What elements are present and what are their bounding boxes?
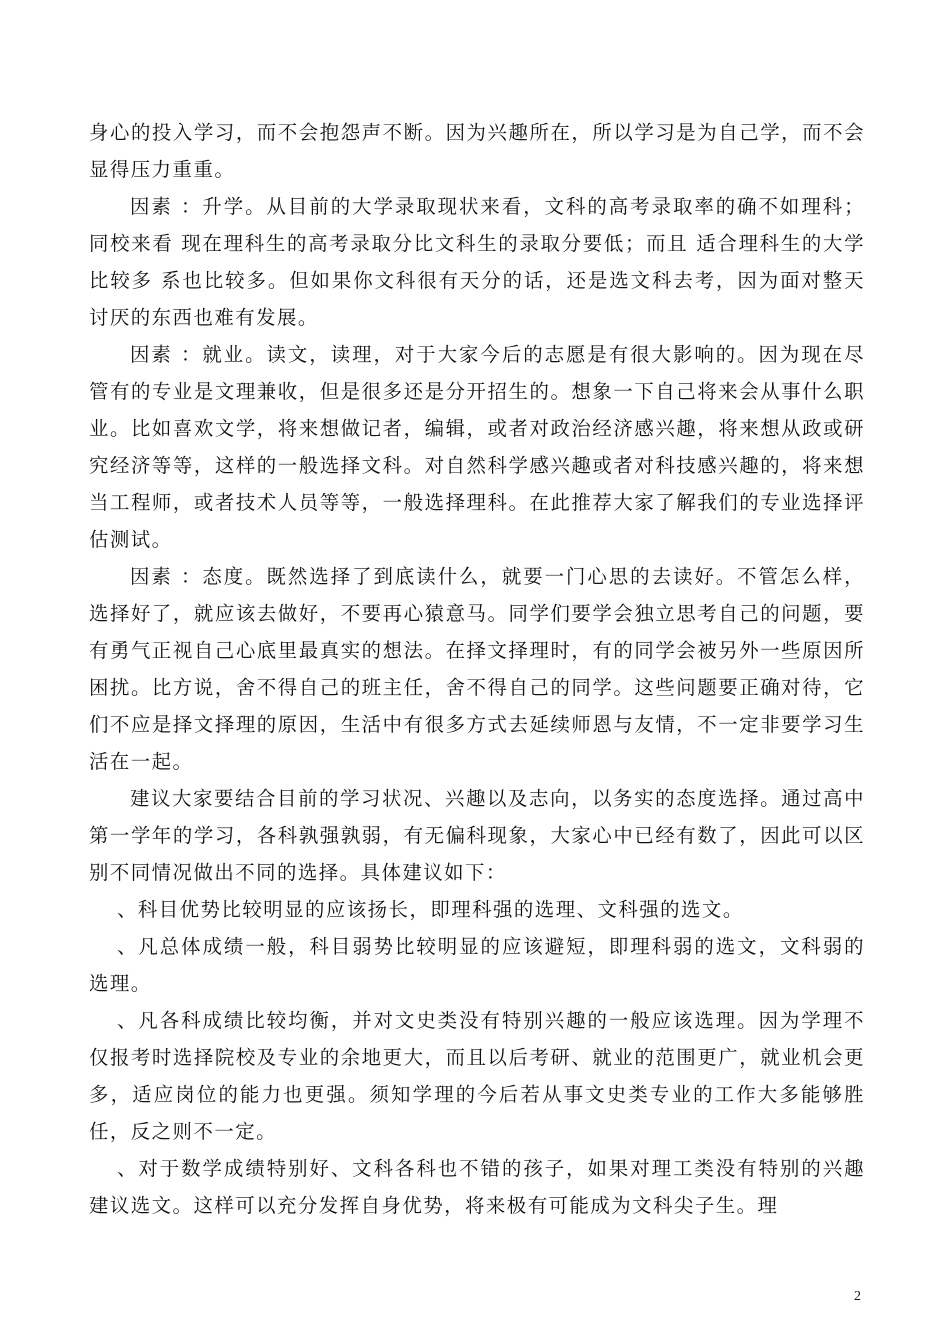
paragraph-factor-attitude: 因素 ：态度。既然选择了到底读什么，就要一门心思的去读好。不管怎么样，选择好了，就应该去做好，不要再心猿意马。同学们要学会独立思考自己的问题，要有勇气正视自己心底里最真实的想法。在择文择理时，有的同学会被另外一些原因所困扰。比方说，舍不得自己的班主任，舍不得自己的同学。这些问题要正确对待，它们不应是择文择理的原因，生活中有很多方式去延续师恩与友情，不一定非要学习生活在一起。 bbox=[89, 565, 865, 773]
list-item-3: 、凡各科成绩比较均衡，并对文史类没有特别兴趣的一般应该选理。因为学理不仅报考时选择院校及专业的余地更大，而且以后考研、就业的范围更广，就业机会更多，适应岗位的能力也更强。须知学理的今后若从事文史类专业的工作大多能够胜任，反之则不一定。 bbox=[89, 1009, 865, 1143]
paragraph-factor-employment: 因素 ：就业。读文，读理，对于大家今后的志愿是有很大影响的。因为现在尽管有的专业是文理兼收，但是很多还是分开招生的。想象一下自己将来会从事什么职业。比如喜欢文学，将来想做记者，编辑，或者对政治经济感兴趣，将来想从政或研究经济等等，这样的一般选择文科。对自然科学感兴趣或者对科技感兴趣的，将来想当工程师，或者技术人员等等，一般选择理科。在此推荐大家了解我们的专业选择评估测试。 bbox=[89, 343, 865, 551]
paragraph-factor-admission: 因素 ：升学。从目前的大学录取现状来看，文科的高考录取率的确不如理科；同校来看 现在理科生的高考录取分比文科生的录取分要低；而且 适合理科生的大学比较多 系也比较多。但如果你文科很有天分的话，还是选文科去考，因为面对整天讨厌的东西也难有发展。 bbox=[89, 195, 865, 329]
paragraph-continuation: 身心的投入学习，而不会抱怨声不断。因为兴趣所在，所以学习是为自己学，而不会显得压力重重。 bbox=[89, 121, 865, 181]
list-item-2: 、凡总体成绩一般，科目弱势比较明显的应该避短，即理科弱的选文，文科弱的选理。 bbox=[89, 935, 865, 995]
paragraph-suggestion: 建议大家要结合目前的学习状况、兴趣以及志向，以务实的态度选择。通过高中第一学年的学习，各科孰强孰弱，有无偏科现象，大家心中已经有数了，因此可以区别不同情况做出不同的选择。具体建议如下： bbox=[89, 787, 865, 884]
body-text bbox=[89, 114, 865, 1224]
list-item-4: 、对于数学成绩特别好、文科各科也不错的孩子，如果对理工类没有特别的兴趣建议选文。这样可以充分发挥自身优势，将来极有可能成为文科尖子生。理 bbox=[89, 1157, 865, 1217]
list-item-1: 、科目优势比较明显的应该扬长，即理科强的选理、文科强的选文。 bbox=[117, 898, 744, 921]
page-number: 2 bbox=[854, 1289, 861, 1304]
